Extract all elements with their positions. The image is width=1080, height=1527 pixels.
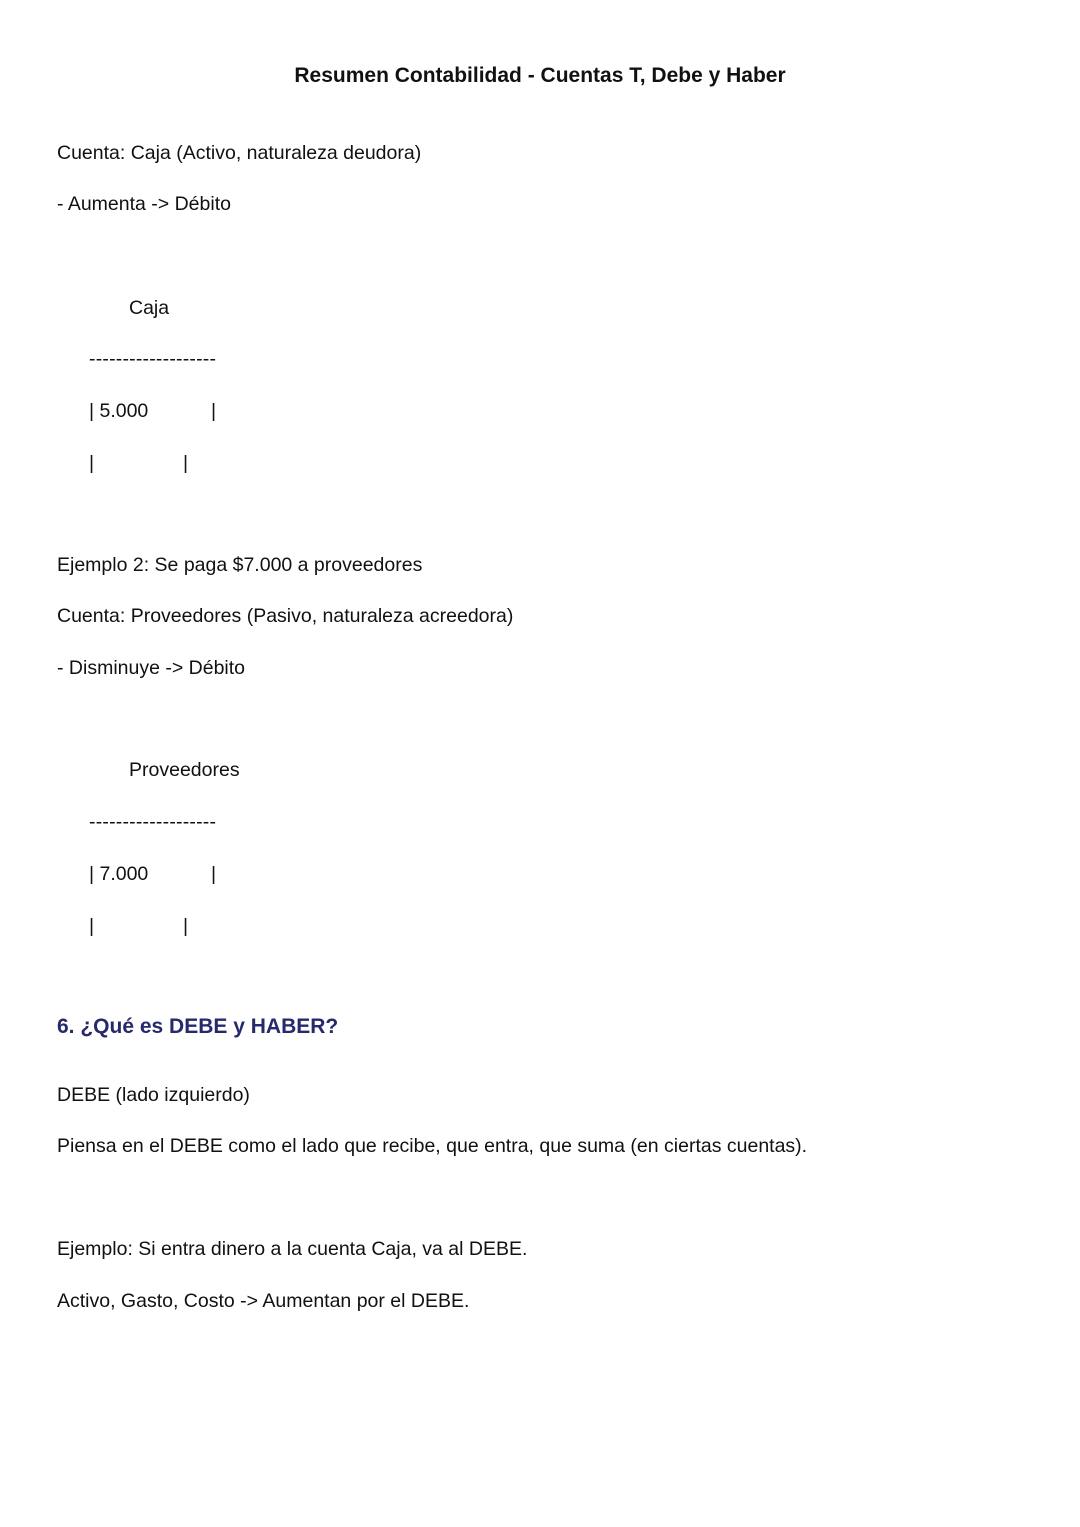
caja-t-account-left-bar: | xyxy=(89,452,95,474)
proveedores-t-account-left-bar: | xyxy=(89,915,95,937)
section-6-heading: 6. ¿Qué es DEBE y HABER? xyxy=(57,1015,339,1038)
caja-t-account-debit-entry: | 5.000 xyxy=(89,400,149,422)
section-6-subheading: DEBE (lado izquierdo) xyxy=(57,1084,250,1106)
caja-account-line: Cuenta: Caja (Activo, naturaleza deudora) xyxy=(57,142,422,164)
caja-t-account-title: Caja xyxy=(129,297,170,319)
caja-t-account-rule: ------------------- xyxy=(89,348,217,370)
example2-account-line: Cuenta: Proveedores (Pasivo, naturaleza acreedora) xyxy=(57,605,514,627)
proveedores-t-account-mid-bar: | xyxy=(183,915,189,937)
example2-rule-line: - Disminuye -> Débito xyxy=(57,657,246,679)
section-6-paragraph: Piensa en el DEBE como el lado que recibe, que entra, que suma (en ciertas cuentas). xyxy=(57,1135,808,1157)
proveedores-t-account-title: Proveedores xyxy=(129,759,240,781)
page-title: Resumen Contabilidad - Cuentas T, Debe y Haber xyxy=(294,64,786,87)
proveedores-t-account-right-bar: | xyxy=(211,863,217,885)
proveedores-t-account-debit-entry: | 7.000 xyxy=(89,863,149,885)
section-6-example: Ejemplo: Si entra dinero a la cuenta Caja, va al DEBE. xyxy=(57,1238,528,1260)
caja-t-account-right-bar: | xyxy=(211,400,217,422)
caja-rule-line: - Aumenta -> Débito xyxy=(57,193,231,215)
caja-t-account-mid-bar: | xyxy=(183,452,189,474)
section-6-rule: Activo, Gasto, Costo -> Aumentan por el DEBE. xyxy=(57,1290,470,1312)
example2-heading: Ejemplo 2: Se paga $7.000 a proveedores xyxy=(57,554,423,576)
proveedores-t-account-rule: ------------------- xyxy=(89,811,217,833)
